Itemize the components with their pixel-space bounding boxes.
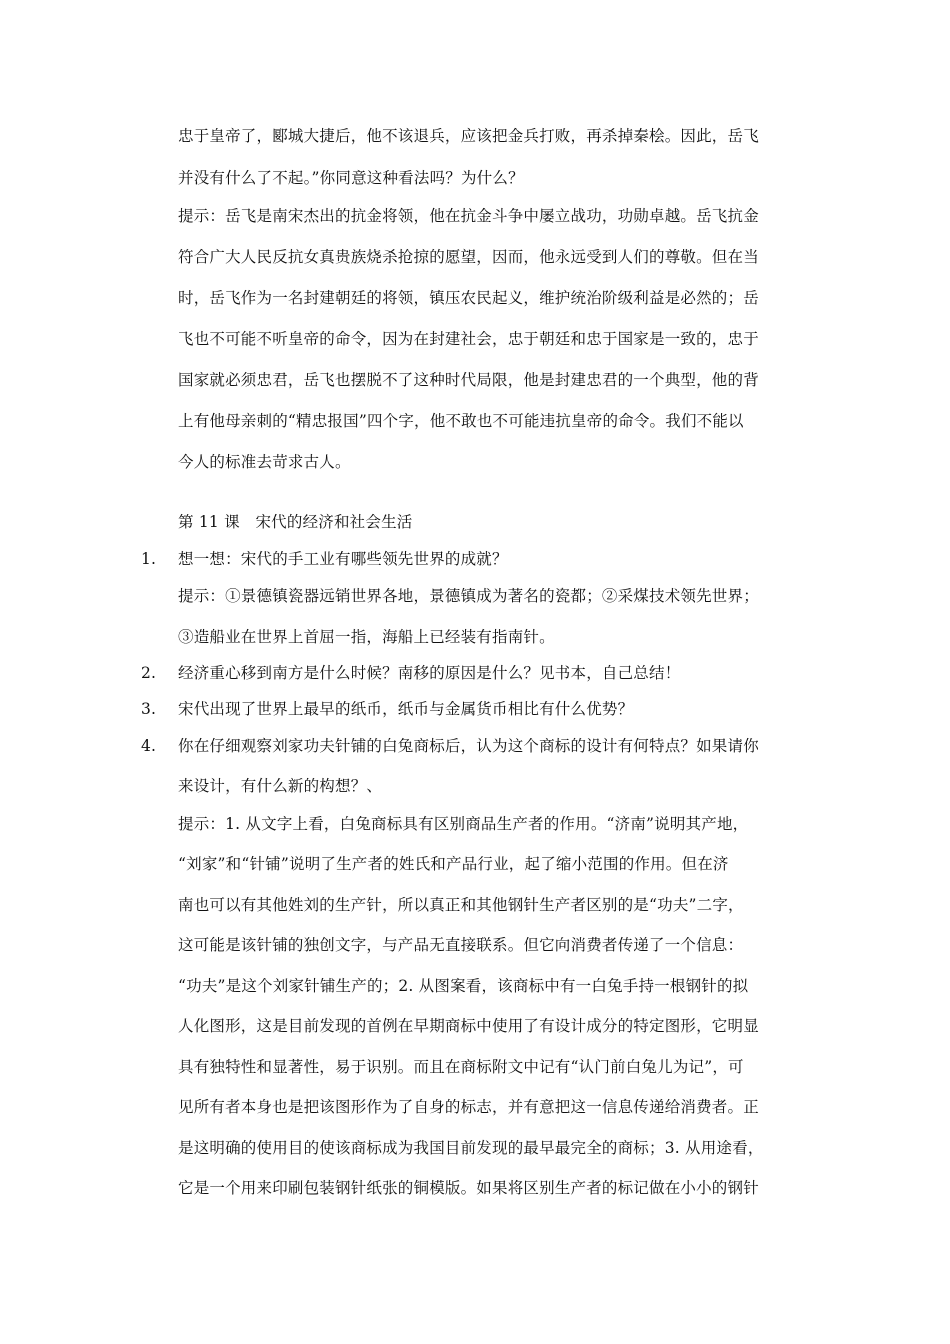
hint-line: 提示：岳飞是南宋杰出的抗金将领，他在抗金斗争中屡立战功，功勋卓越。岳飞抗金: [178, 207, 759, 225]
hint-line: 见所有者本身也是把该图形作为了自身的标志，并有意把这一信息传递给消费者。正: [178, 1098, 759, 1116]
hint-line: 人化图形，这是目前发现的首例在早期商标中使用了有设计成分的特定图形，它明显: [178, 1017, 759, 1035]
hint-line: 具有独特性和显著性，易于识别。而且在商标附文中记有“认门前白兔儿为记”，可: [178, 1058, 744, 1076]
question-text: 想一想：宋代的手工业有哪些领先世界的成就？: [178, 550, 508, 568]
hint-line: 它是一个用来印刷包装钢针纸张的铜模版。如果将区别生产者的标记做在小小的钢针: [178, 1179, 759, 1197]
question-text: 你在仔细观察刘家功夫针铺的白兔商标后，认为这个商标的设计有何特点？如果请你: [178, 737, 759, 755]
question-text: 来设计，有什么新的构想？、: [178, 777, 383, 795]
hint-line: 飞也不可能不听皇帝的命令，因为在封建社会，忠于朝廷和忠于国家是一致的，忠于: [178, 330, 759, 348]
hint-line: 符合广大人民反抗女真贵族烧杀抢掠的愿望，因而，他永远受到人们的尊敬。但在当: [178, 248, 759, 266]
hint-line: 是这明确的使用目的使该商标成为我国目前发现的最早最完全的商标；3. 从用途看，: [178, 1139, 764, 1157]
hint-line: 时，岳飞作为一名封建朝廷的将领，镇压农民起义，维护统治阶级利益是必然的；岳: [178, 289, 759, 307]
question-number: 3.: [141, 700, 157, 718]
question-text: 宋代出现了世界上最早的纸币，纸币与金属货币相比有什么优势？: [178, 700, 634, 718]
intro-line: 并没有什么了不起。”你同意这种看法吗？为什么？: [178, 169, 524, 187]
question-text: 经济重心移到南方是什么时候？南移的原因是什么？见书本，自己总结！: [178, 664, 681, 682]
hint-line: 今人的标准去苛求古人。: [178, 453, 351, 471]
question-number: 2.: [141, 664, 157, 682]
hint-line: 这可能是该针铺的独创文字，与产品无直接联系。但它向消费者传递了一个信息：: [178, 936, 744, 954]
hint-line: “刘家”和“针铺”说明了生产者的姓氏和产品行业，起了缩小范围的作用。但在济: [178, 855, 729, 873]
intro-line: 忠于皇帝了，郾城大捷后，他不该退兵，应该把金兵打败，再杀掉秦桧。因此，岳飞: [178, 127, 759, 145]
hint-line: 提示：①景德镇瓷器远销世界各地，景德镇成为著名的瓷都；②采煤技术领先世界；: [178, 587, 759, 605]
question-number: 4.: [141, 737, 157, 755]
hint-line: 南也可以有其他姓刘的生产针，所以真正和其他钢针生产者区别的是“功夫”二字，: [178, 896, 744, 914]
lesson-title: 第 11 课 宋代的经济和社会生活: [178, 513, 413, 531]
hint-line: “功夫”是这个刘家针铺生产的；2. 从图案看，该商标中有一白兔手持一根钢针的拟: [178, 977, 749, 995]
hint-line: 上有他母亲刺的“精忠报国”四个字，他不敢也不可能违抗皇帝的命令。我们不能以: [178, 412, 744, 430]
question-number: 1.: [141, 550, 157, 568]
hint-line: ③造船业在世界上首屈一指，海船上已经装有指南针。: [178, 628, 555, 646]
hint-line: 国家就必须忠君，岳飞也摆脱不了这种时代局限，他是封建忠君的一个典型，他的背: [178, 371, 759, 389]
hint-line: 提示：1. 从文字上看，白兔商标具有区别商品生产者的作用。“济南”说明其产地，: [178, 815, 749, 833]
